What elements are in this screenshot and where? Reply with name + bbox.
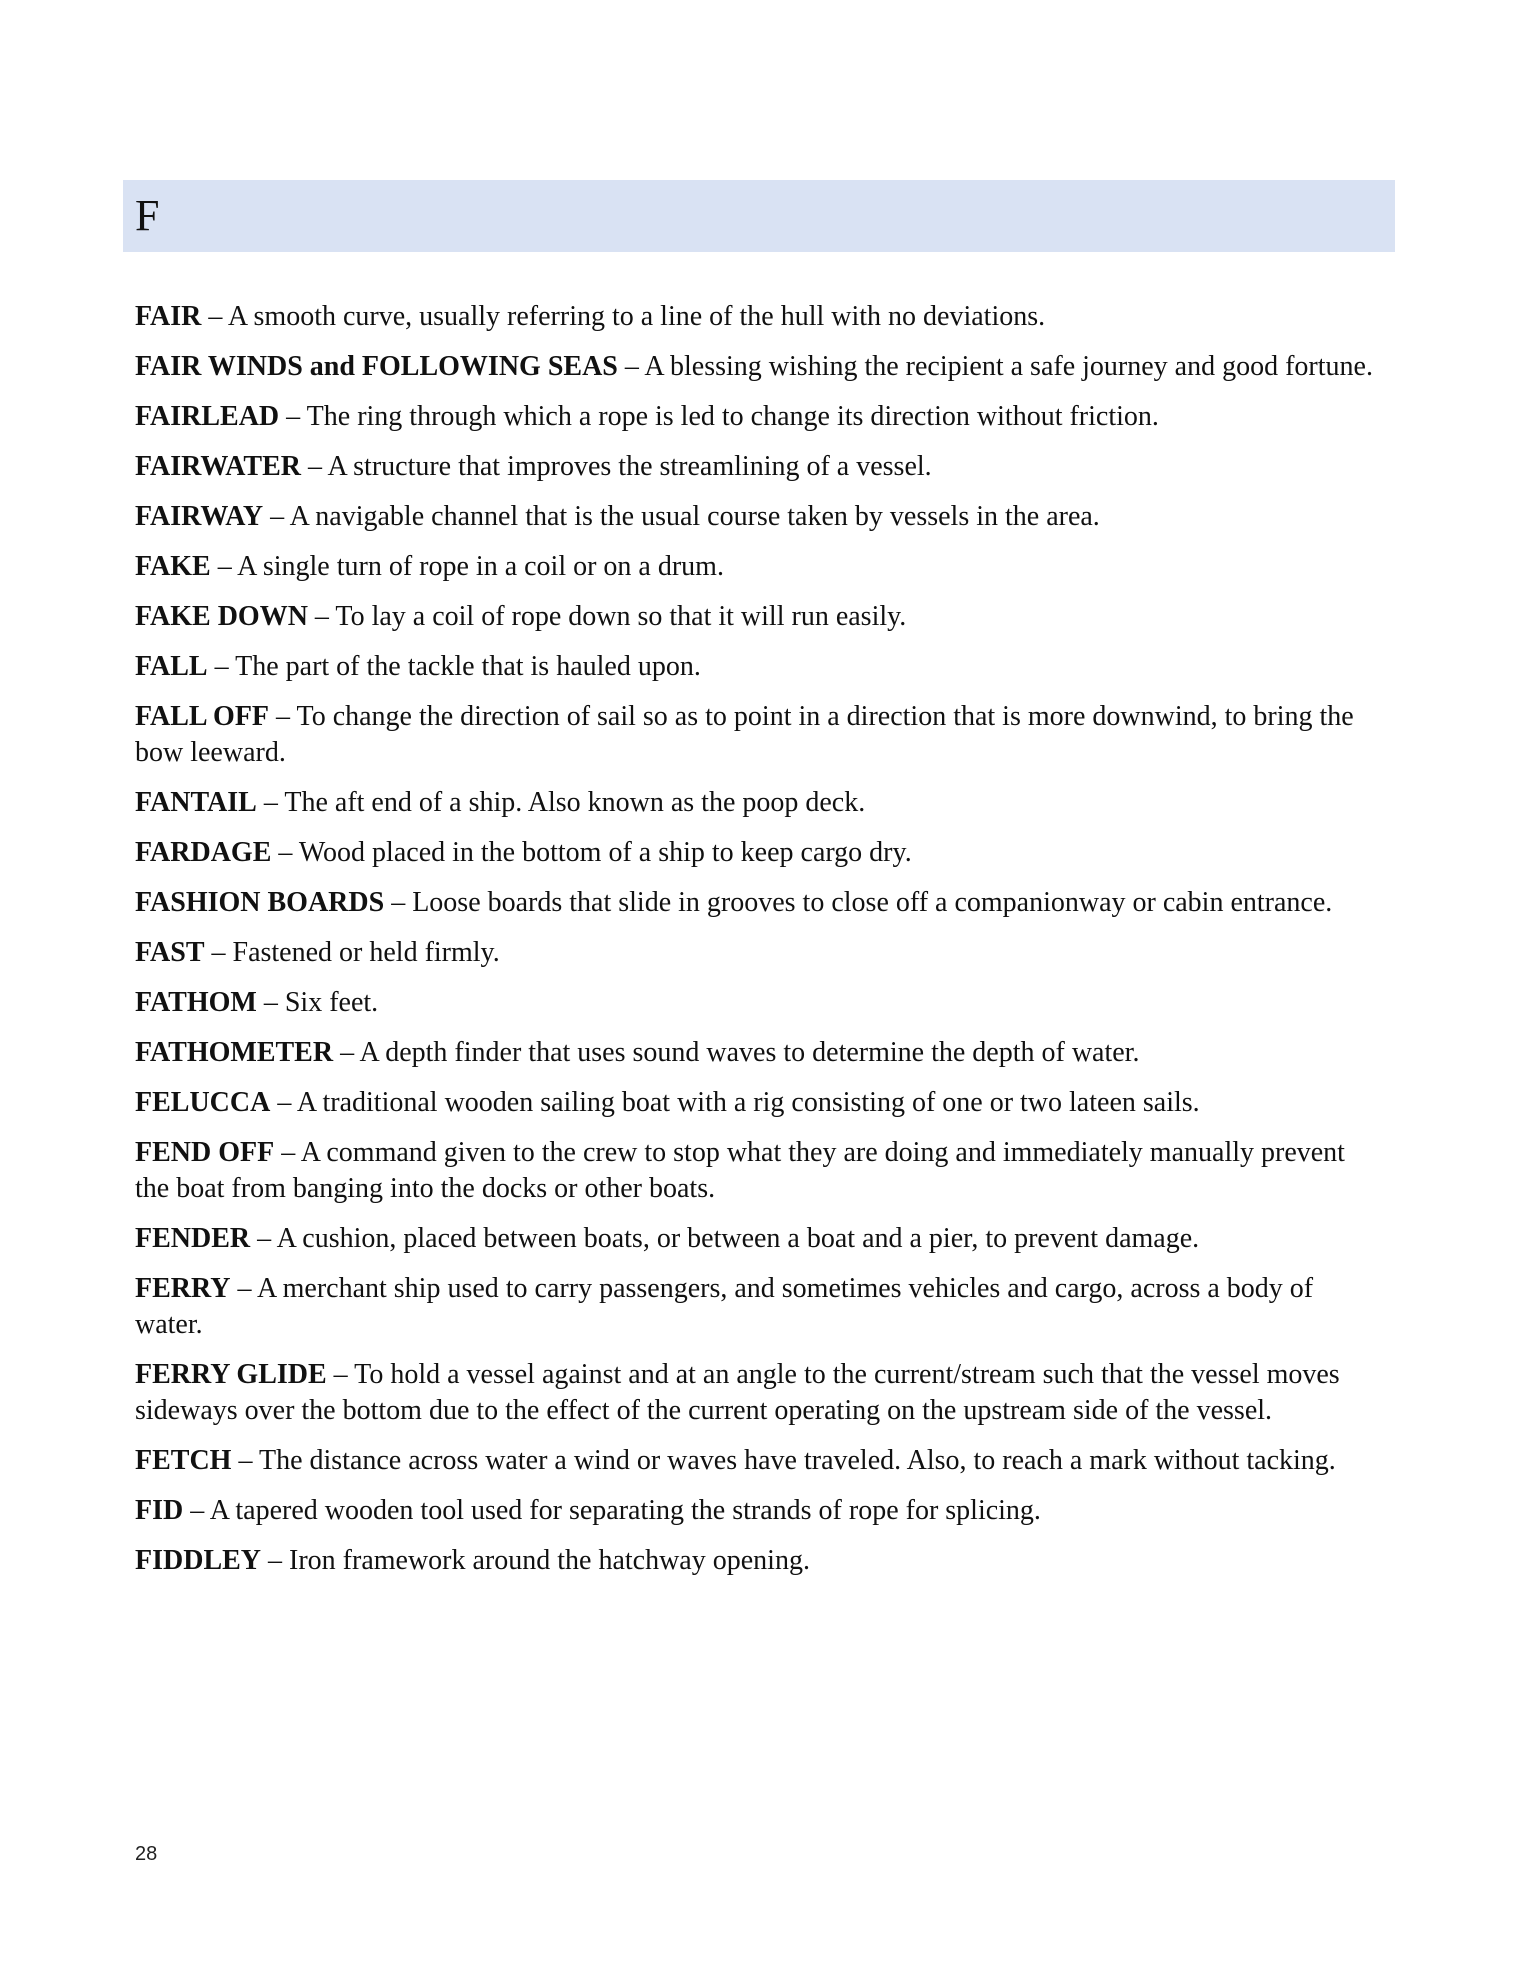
entry-separator: –	[301, 451, 328, 482]
entry-definition: A traditional wooden sailing boat with a rig consisting of one or two lateen sails.	[296, 1087, 1200, 1118]
entry-definition: A cushion, placed between boats, or between a boat and a pier, to prevent damage.	[276, 1223, 1200, 1254]
entry-term: FETCH	[135, 1445, 232, 1476]
section-header-band	[123, 180, 1395, 252]
entry-term: FALL	[135, 651, 208, 682]
entry-separator: –	[333, 1037, 360, 1068]
glossary-entry	[135, 349, 1385, 385]
entry-definition: A single turn of rope in a coil or on a drum.	[237, 551, 724, 582]
entry-separator: –	[307, 601, 336, 632]
entry-term: FAKE DOWN	[135, 601, 308, 632]
entry-definition: A tapered wooden tool used for separating the strands of rope for splicing.	[209, 1495, 1041, 1526]
entry-definition: A structure that improves the streamlining of a vessel.	[327, 451, 932, 482]
entry-term: FAIR WINDS and FOLLOWING SEAS	[135, 351, 618, 382]
glossary-entry	[135, 399, 1385, 435]
entry-definition: Fastened or held firmly.	[232, 937, 500, 968]
entry-term: FIDDLEY	[135, 1545, 262, 1576]
entry-term: FERRY	[135, 1273, 231, 1304]
entry-term: FAIRWAY	[135, 501, 264, 532]
entry-separator: –	[263, 501, 290, 532]
glossary-entry	[135, 885, 1385, 921]
entry-term: FARDAGE	[135, 837, 272, 868]
entry-term: FENDER	[135, 1223, 251, 1254]
entry-separator: –	[250, 1223, 277, 1254]
entry-definition: A blessing wishing the recipient a safe journey and good fortune.	[644, 351, 1373, 382]
glossary-entry	[135, 1035, 1385, 1071]
entry-definition: A smooth curve, usually referring to a line of the hull with no deviations.	[227, 301, 1046, 332]
entry-separator: –	[271, 837, 299, 868]
glossary-entry	[135, 1357, 1385, 1429]
entry-separator: –	[207, 651, 236, 682]
entry-definition: A navigable channel that is the usual course taken by vessels in the area.	[289, 501, 1100, 532]
glossary-entry	[135, 1221, 1385, 1257]
entry-term: FAST	[135, 937, 205, 968]
entry-term: FERRY GLIDE	[135, 1359, 327, 1390]
entry-term: FID	[135, 1495, 184, 1526]
entry-term: FELUCCA	[135, 1087, 271, 1118]
section-letter: F	[135, 191, 160, 240]
entry-definition: The ring through which a rope is led to change its direction without friction.	[306, 401, 1159, 432]
entry-separator: –	[204, 937, 233, 968]
entry-term: FASHION BOARDS	[135, 887, 385, 918]
entry-term: FAIRWATER	[135, 451, 301, 482]
entry-separator: –	[256, 787, 285, 818]
entry-separator: –	[279, 401, 307, 432]
glossary-entry	[135, 985, 1385, 1021]
entry-term: FAIRLEAD	[135, 401, 280, 432]
glossary-entry	[135, 1085, 1385, 1121]
entry-separator: –	[270, 1087, 297, 1118]
entry-definition: A merchant ship used to carry passengers, and sometimes vehicles and cargo, across a body of water.	[135, 1273, 1314, 1340]
entry-definition: To hold a vessel against and at an angle to the current/stream such that the vessel moves sideways over the bottom due to the effect of the current operating on the upstream side of the vessel.	[135, 1359, 1340, 1426]
entry-definition: To lay a coil of rope down so that it will run easily.	[335, 601, 907, 632]
entry-definition: The distance across water a wind or waves have traveled. Also, to reach a mark without tacking.	[258, 1445, 1336, 1476]
entry-term: FEND OFF	[135, 1137, 275, 1168]
entry-term: FATHOMETER	[135, 1037, 334, 1068]
glossary-entry	[135, 499, 1385, 535]
entry-definition: To change the direction of sail so as to point in a direction that is more downwind, to bring the bow leeward.	[135, 701, 1354, 768]
glossary-entry	[135, 649, 1385, 685]
entry-separator: –	[201, 301, 228, 332]
glossary-entries	[135, 299, 1385, 1593]
glossary-entry	[135, 599, 1385, 635]
entry-definition: The part of the tackle that is hauled upon.	[235, 651, 701, 682]
entry-definition: Six feet.	[284, 987, 379, 1018]
entry-definition: Wood placed in the bottom of a ship to keep cargo dry.	[298, 837, 912, 868]
entry-term: FAKE	[135, 551, 211, 582]
glossary-entry	[135, 1493, 1385, 1529]
glossary-entry	[135, 449, 1385, 485]
entry-separator: –	[210, 551, 238, 582]
entry-definition: Iron framework around the hatchway opening.	[289, 1545, 810, 1576]
page-number: 28	[135, 1843, 158, 1865]
glossary-entry	[135, 549, 1385, 585]
entry-separator: –	[183, 1495, 210, 1526]
glossary-entry	[135, 1443, 1385, 1479]
entry-separator: –	[256, 987, 285, 1018]
glossary-entry	[135, 835, 1385, 871]
entry-separator: –	[230, 1273, 257, 1304]
glossary-entry	[135, 1543, 1385, 1579]
glossary-entry	[135, 935, 1385, 971]
glossary-entry	[135, 1271, 1385, 1343]
entry-term: FANTAIL	[135, 787, 257, 818]
entry-separator: –	[384, 887, 413, 918]
entry-separator: –	[269, 701, 297, 732]
entry-separator: –	[326, 1359, 355, 1390]
entry-term: FATHOM	[135, 987, 257, 1018]
entry-separator: –	[274, 1137, 301, 1168]
entry-separator: –	[617, 351, 645, 382]
glossary-entry	[135, 785, 1385, 821]
entry-definition: A depth finder that uses sound waves to determine the depth of water.	[359, 1037, 1140, 1068]
entry-separator: –	[231, 1445, 259, 1476]
glossary-entry	[135, 299, 1385, 335]
entry-definition: A command given to the crew to stop what they are doing and immediately manually prevent the boat from banging into the docks or other boats.	[135, 1137, 1345, 1204]
entry-separator: –	[261, 1545, 290, 1576]
entry-term: FAIR	[135, 301, 202, 332]
glossary-entry	[135, 699, 1385, 771]
entry-definition: Loose boards that slide in grooves to close off a companionway or cabin entrance.	[412, 887, 1333, 918]
glossary-entry	[135, 1135, 1385, 1207]
entry-definition: The aft end of a ship. Also known as the poop deck.	[284, 787, 866, 818]
entry-term: FALL OFF	[135, 701, 270, 732]
